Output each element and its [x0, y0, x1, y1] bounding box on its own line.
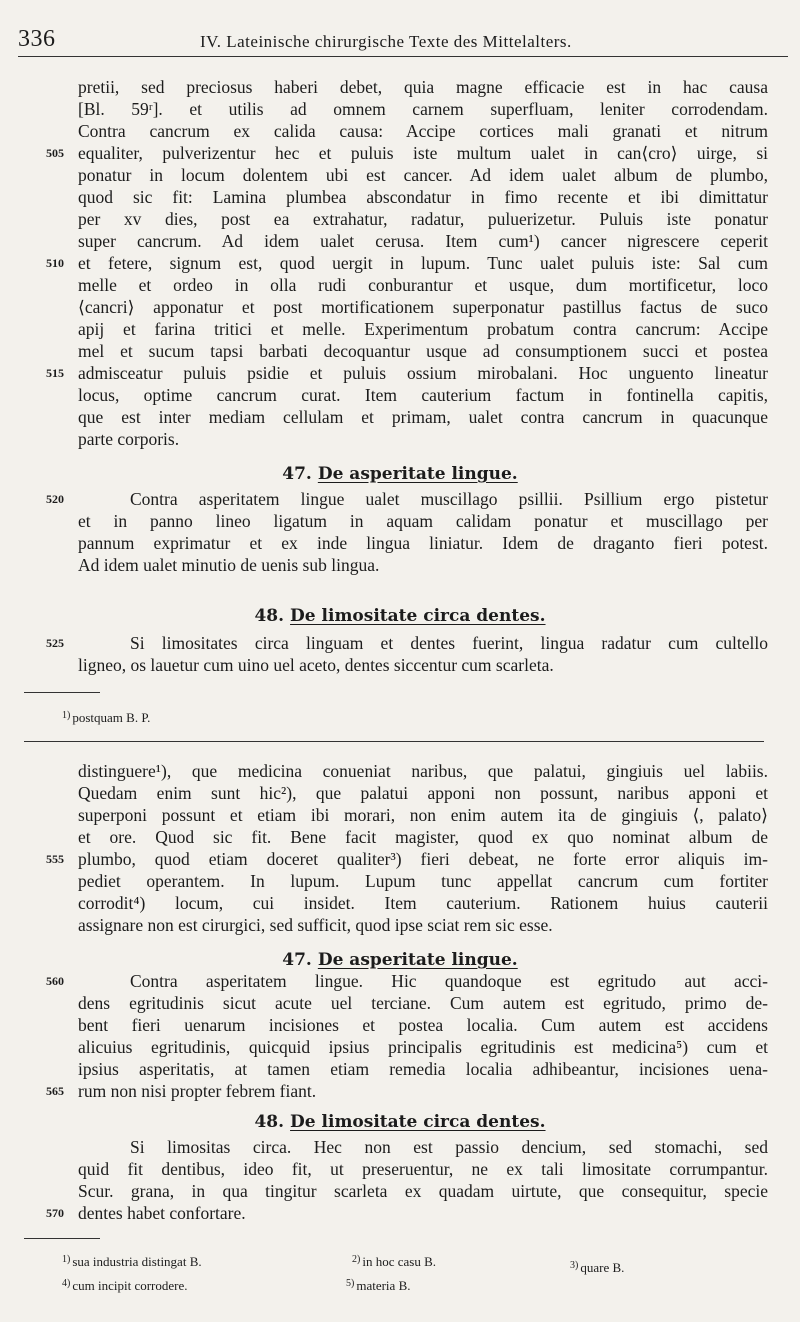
text-line-text: Quedam enim sunt hic²), que palatui apponi non possunt, naribus apponi et: [78, 783, 768, 803]
footnote-mark: 5): [346, 1278, 355, 1289]
text-line-text: superponi possunt et etiam ibi morari, non enim autem ita de gingiuis ⟨, palato⟩: [78, 805, 768, 825]
line-number: 555: [46, 852, 64, 866]
text-line: [78, 1058, 768, 1080]
text-line-text: per xv dies, post ea extrahatur, radatur, puluerizetur. Puluis iste ponatur: [78, 209, 768, 229]
text-line-text: distinguere¹), que medicina conueniat naribus, que palatui, gingiuis uel labiis.: [78, 761, 768, 781]
text-line-text: dens egritudinis sicut acute uel terciane. Cum autem est egritudo, primo de-: [78, 993, 768, 1013]
text-line: [78, 120, 768, 142]
text-line: [78, 1180, 768, 1202]
text-line: [78, 488, 768, 510]
text-line-text: ponatur in locum dolentem ubi est cancer. Ad idem ualet album de plumbo,: [78, 165, 768, 185]
text-line: [78, 164, 768, 186]
text-line: [78, 406, 768, 428]
text-line-text: quid fit dentibus, ideo fit, ut preseruentur, ne ex tali limositate corrumpantur.: [78, 1159, 768, 1179]
text-line-text: pannum exprimatur et ex inde lingua liniatur. Idem de draganto fieri potest.: [78, 533, 768, 553]
text-line: [78, 1036, 768, 1058]
text-line: [78, 296, 768, 318]
text-line: [78, 804, 768, 826]
section-title: De limositate circa dentes.: [290, 1112, 546, 1132]
text-line: [78, 826, 768, 848]
text-line-text: ipsius asperitatis, at tamen etiam remedia localia adhibeantur, incisiones uena-: [78, 1059, 768, 1079]
footnote-rule: [24, 692, 100, 693]
footnote-mark: 2): [352, 1254, 361, 1265]
text-line: [78, 98, 768, 120]
text-line: [78, 510, 768, 532]
line-number: 505: [46, 146, 64, 160]
footnote: [62, 1276, 188, 1294]
text-line: [78, 384, 768, 406]
text-line: [78, 274, 768, 296]
header-rule: [18, 56, 788, 57]
text-line-text: Ad idem ualet minutio de uenis sub lingua.: [78, 555, 380, 575]
text-line-text: super cancrum. Ad idem ualet cerusa. Item cum¹) cancer nigrescere ceperit: [78, 231, 768, 251]
text-line-text: parte corporis.: [78, 429, 180, 449]
text-line-text: ligneo, os lauetur cum uino uel aceto, dentes siccentur cum scarleta.: [78, 655, 554, 675]
footnote-text: cum incipit corrodere.: [72, 1278, 188, 1293]
section-heading: [0, 1112, 800, 1132]
section-number: 47.: [282, 950, 312, 970]
page-number: 336: [18, 26, 56, 52]
section-divider-rule: [24, 741, 764, 742]
text-line-text: apij et farina tritici et melle. Experimentum probatum contra cancrum: Accipe: [78, 319, 768, 339]
text-line: [78, 632, 768, 654]
text-line-text: que est inter mediam cellulam et primam, ualet contra cancrum in quacunque: [78, 407, 768, 427]
text-line: [78, 186, 768, 208]
text-line-text: Si limositas circa. Hec non est passio dencium, sed stomachi, sed: [130, 1137, 768, 1157]
section-heading: [0, 464, 800, 484]
text-line-text: Contra cancrum ex calida causa: Accipe cortices mali granati et nitrum: [78, 121, 768, 141]
text-line: [78, 142, 768, 164]
footnote-mark: 1): [62, 1254, 71, 1265]
line-number: 565: [46, 1084, 64, 1098]
text-line-text: ⟨cancri⟩ apponatur et post mortificationem superponatur pastillus factus de suco: [78, 297, 768, 317]
text-line: [78, 1014, 768, 1036]
running-head: IV. Lateinische chirurgische Texte des Mittelalters.: [200, 32, 572, 51]
footnote-rule: [24, 1238, 100, 1239]
footnote-text: sua industria distingat B.: [72, 1254, 202, 1269]
footnote: [352, 1252, 436, 1270]
text-line: [78, 230, 768, 252]
text-line: [78, 428, 768, 450]
footnote: [346, 1276, 411, 1294]
text-line-text: alicuius egritudinis, quicquid ipsius principalis egritudinis est medicina⁵) cum et: [78, 1037, 768, 1057]
text-line: [78, 892, 768, 914]
text-line: [78, 532, 768, 554]
text-line: [78, 208, 768, 230]
text-line: [78, 340, 768, 362]
footnote-mark: 1): [62, 710, 71, 721]
text-line-text: Scur. grana, in qua tingitur scarleta ex quadam uirtute, que consequitur, specie: [78, 1181, 768, 1201]
text-line-text: plumbo, quod etiam doceret qualiter³) fieri debeat, ne forte error aliquis im-: [78, 849, 768, 869]
section-heading: [0, 950, 800, 970]
footnote-mark: 4): [62, 1278, 71, 1289]
section-number: 48.: [254, 606, 285, 626]
page-header: [18, 22, 788, 58]
text-line: [78, 992, 768, 1014]
text-line-text: locus, optime cancrum curat. Item cauterium factum in fontinella capitis,: [78, 385, 768, 405]
text-line: [78, 1136, 768, 1158]
text-line: [78, 1202, 768, 1224]
text-line-text: [Bl. 59ʳ]. et utilis ad omnem carnem superfluam, leniter corrodendam.: [78, 99, 768, 119]
text-line-text: mel et sucum tapsi barbati decoquantur usque ad consumptionem succi et postea: [78, 341, 768, 361]
footnote: [570, 1258, 624, 1276]
text-line: [78, 1158, 768, 1180]
text-line: [78, 848, 768, 870]
text-line-text: et fetere, signum est, quod uergit in lupum. Tunc ualet puluis iste: Sal cum: [78, 253, 768, 273]
text-line: [78, 362, 768, 384]
section-number: 47.: [282, 464, 312, 484]
section-number: 48.: [254, 1112, 285, 1132]
text-line-text: et in panno lineo ligatum in aquam calidam ponatur et muscillago per: [78, 511, 768, 531]
footnote-text: quare B.: [580, 1260, 625, 1275]
text-line-text: pretii, sed preciosus haberi debet, quia magne efficacie est in hac causa: [78, 77, 768, 97]
text-line-text: Contra asperitatem lingue. Hic quandoque est egritudo aut acci-: [130, 971, 768, 991]
text-line-text: Contra asperitatem lingue ualet muscillago psillii. Psillium ergo pistetur: [130, 489, 768, 509]
footnote-text: in hoc casu B.: [362, 1254, 436, 1269]
line-number: 520: [46, 492, 64, 506]
line-number: 525: [46, 636, 64, 650]
text-line-text: bent fieri uenarum incisiones et postea localia. Cum autem est accidens: [78, 1015, 768, 1035]
text-line: [78, 782, 768, 804]
text-line-text: corrodit⁴) locum, cui insidet. Item cauterium. Rationem huius cauterii: [78, 893, 768, 913]
section-title: De limositate circa dentes.: [290, 606, 546, 626]
text-line-text: admisceatur puluis psidie et puluis ossium mirobalani. Hoc unguento lineatur: [78, 363, 768, 383]
text-line: [78, 554, 768, 576]
line-number: 510: [46, 256, 64, 270]
footnote-text: postquam B. P.: [72, 710, 151, 725]
text-line: [78, 870, 768, 892]
text-line: [78, 76, 768, 98]
text-line-text: melle et ordeo in olla rudi conburantur et usque, dum mortificetur, loco: [78, 275, 768, 295]
text-line: [78, 1080, 768, 1102]
text-line: [78, 914, 768, 936]
footnote-mark: 3): [570, 1260, 579, 1271]
section-heading: [0, 606, 800, 626]
text-line: [78, 318, 768, 340]
footnote: [62, 708, 150, 726]
text-line: [78, 252, 768, 274]
text-line-text: assignare non est cirurgici, sed sufficit, quod ipse sciat rem sic esse.: [78, 915, 553, 935]
text-line-text: equaliter, pulverizentur hec et puluis iste multum ualet in can⟨cro⟩ uirge, si: [78, 143, 768, 163]
footnote-text: materia B.: [356, 1278, 411, 1293]
text-line: [78, 760, 768, 782]
text-line: [78, 654, 768, 676]
text-line-text: Si limositates circa linguam et dentes fuerint, lingua radatur cum cultello: [130, 633, 768, 653]
text-line-text: quod sic fit: Lamina plumbea abscondatur in fimo recente et ibi dimittatur: [78, 187, 768, 207]
text-line: [78, 970, 768, 992]
section-title: De asperitate lingue.: [317, 464, 518, 484]
text-line-text: dentes habet confortare.: [78, 1203, 246, 1223]
text-line-text: pediet operantem. In lupum. Lupum tunc appellat cancrum cum fortiter: [78, 871, 768, 891]
text-line-text: rum non nisi propter febrem fiant.: [78, 1081, 317, 1101]
line-number: 570: [46, 1206, 64, 1220]
line-number: 560: [46, 974, 64, 988]
footnote: [62, 1252, 202, 1270]
line-number: 515: [46, 366, 64, 380]
section-title: De asperitate lingue.: [317, 950, 518, 970]
text-line-text: et ore. Quod sic fit. Bene facit magister, quod ex quo nominat album de: [78, 827, 768, 847]
